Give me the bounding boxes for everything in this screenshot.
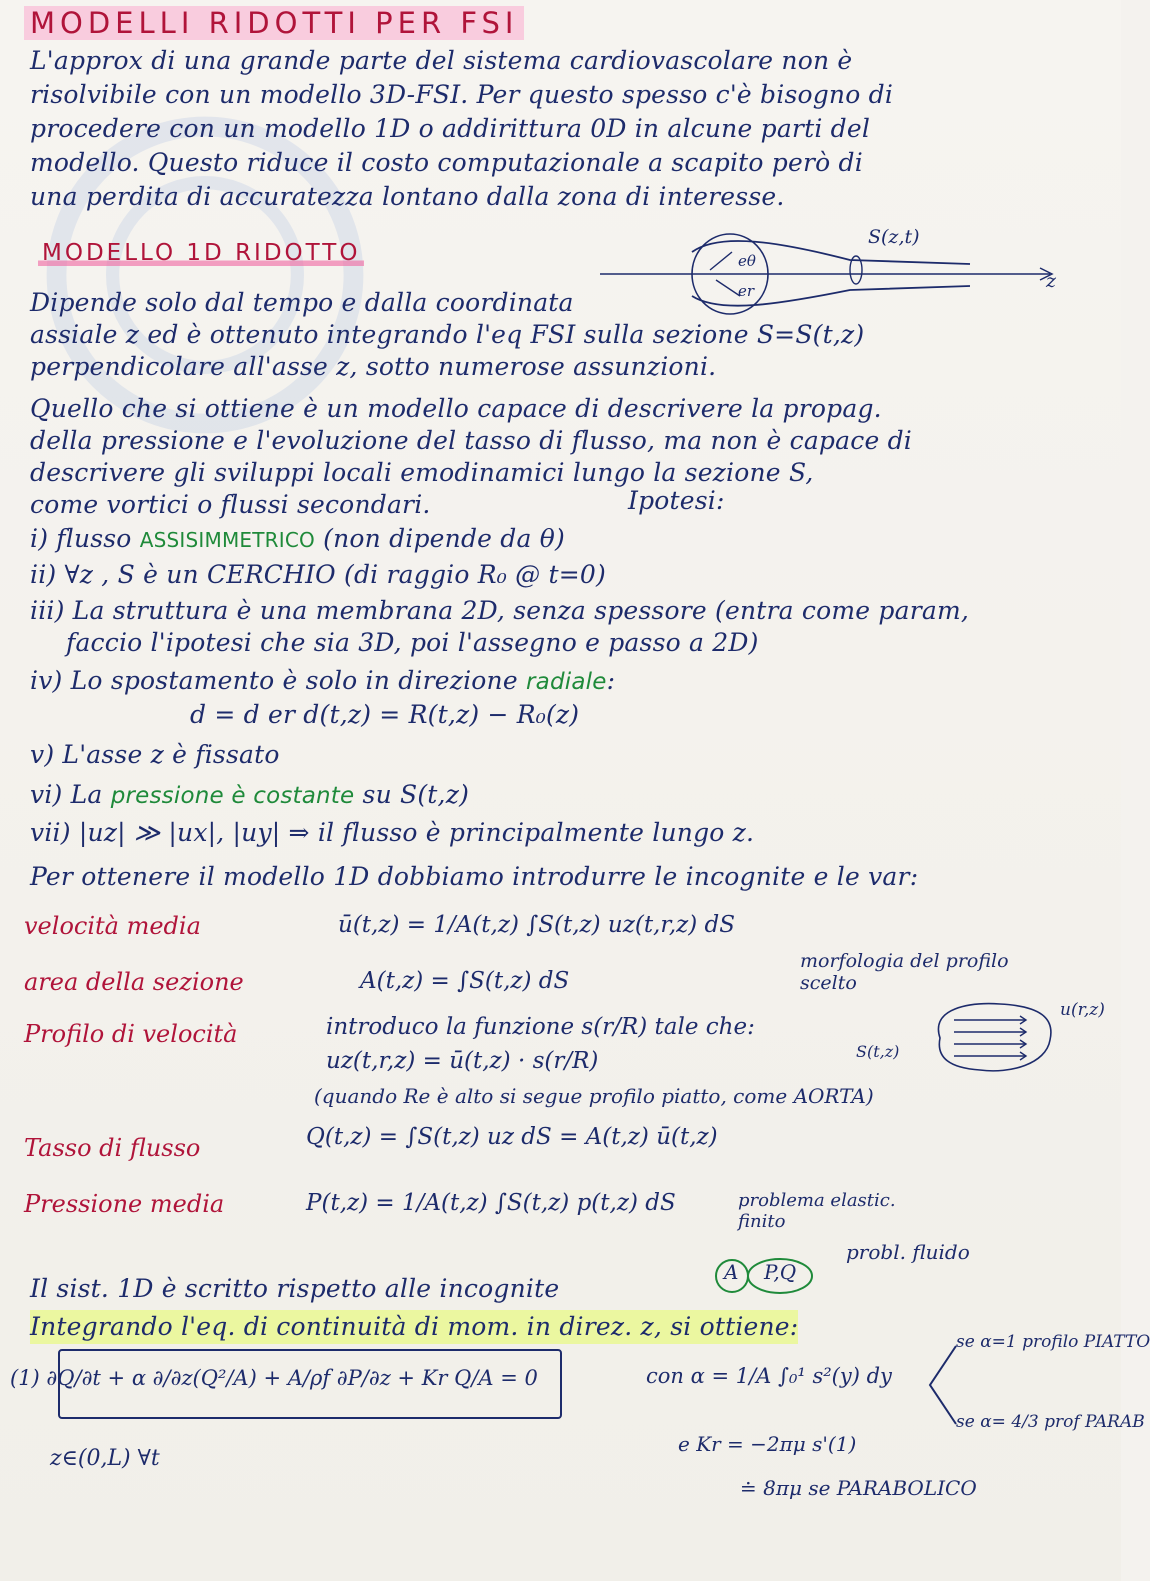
kr-definition: e Kr = −2πμ s'(1) [678, 1432, 857, 1456]
var-equation: A(t,z) = ∫S(t,z) dS [360, 968, 570, 994]
unknown-PQ: P,Q [764, 1260, 797, 1284]
sketch-label-theta: eθ [738, 252, 756, 270]
intro-line: procedere con un modello 1D o addirittura 0D in alcune parti del [30, 114, 871, 143]
var-equation: ū(t,z) = 1/A(t,z) ∫S(t,z) uz(t,r,z) dS [338, 912, 736, 938]
var-label: Profilo di velocità [24, 1020, 238, 1048]
profile-label-s: S(t,z) [856, 1042, 900, 1061]
var-equation: uz(t,r,z) = ū(t,z) · s(r/R) [326, 1048, 599, 1074]
elastic-problem-note: problema elastic. finito [738, 1190, 896, 1232]
var-equation: P(t,z) = 1/A(t,z) ∫S(t,z) p(t,z) dS [306, 1190, 676, 1216]
hypothesis-7: vii) |uz| ≫ |ux|, |uy| ⇒ il flusso è principalmente lungo z. [30, 818, 755, 847]
hypothesis-1: i) flusso ASSISIMMETRICO (non dipende da θ) [30, 524, 565, 553]
intro-line: risolvibile con un modello 3D-FSI. Per questo spesso c'è bisogno di [30, 80, 894, 109]
kr-parabolic-value: ≐ 8πμ se PARABOLICO [740, 1476, 977, 1500]
intro-line: una perdita di accuratezza lontano dalla zona di interesse. [30, 182, 785, 211]
var-note: (quando Re è alto si segue profilo piatto, come AORTA) [314, 1084, 874, 1108]
sketch-label-z: z [1046, 270, 1057, 292]
desc-line: della pressione e l'evoluzione del tasso di flusso, ma non è capace di [30, 426, 912, 455]
system-line: Il sist. 1D è scritto rispetto alle incognite [30, 1274, 560, 1303]
case-flat: se α=1 profilo PIATTO [956, 1332, 1150, 1352]
hypothesis-4-formula: d = d er d(t,z) = R(t,z) − R₀(z) [190, 700, 580, 729]
desc-line: Quello che si ottiene è un modello capace di descrivere la propag. [30, 394, 882, 423]
boxed-equation: (1) ∂Q/∂t + α ∂/∂z(Q²/A) + A/ρf ∂P/∂z + Kr Q/A = 0 [10, 1366, 538, 1390]
section-heading: MODELLO 1D RIDOTTO [38, 240, 364, 266]
var-label: velocità media [24, 912, 201, 940]
sketch-label-er: er [738, 282, 755, 300]
vessel-sketch [600, 222, 1070, 312]
page-title: MODELLI RIDOTTI PER FSI [24, 6, 524, 40]
cases-brace [922, 1340, 962, 1430]
alpha-definition: con α = 1/A ∫₀¹ s²(y) dy [646, 1364, 892, 1388]
intro-line: L'approx di una grande parte del sistema cardiovascolare non è [30, 46, 853, 75]
var-label: area della sezione [24, 968, 244, 996]
fluid-problem-note: probl. fluido [846, 1240, 970, 1264]
case-parabolic: se α= 4/3 prof PARAB [956, 1412, 1145, 1432]
var-label: Tasso di flusso [24, 1134, 201, 1162]
hypotheses-label: Ipotesi: [628, 486, 725, 515]
desc-line: assiale z ed è ottenuto integrando l'eq FSI sulla sezione S=S(t,z) [30, 320, 865, 349]
desc-line: Dipende solo dal tempo e dalla coordinata [30, 288, 574, 317]
domain-note: z∈(0,L) ∀t [50, 1446, 160, 1471]
var-equation: Q(t,z) = ∫S(t,z) uz dS = A(t,z) ū(t,z) [306, 1124, 718, 1150]
desc-line: perpendicolare all'asse z, sotto numerose assunzioni. [30, 352, 717, 381]
hypothesis-3-cont: faccio l'ipotesi che sia 3D, poi l'assegno e passo a 2D) [66, 628, 759, 657]
hypothesis-3: iii) La struttura è una membrana 2D, senza spessore (entra come param, [30, 596, 970, 625]
var-equation: introduco la funzione s(r/R) tale che: [326, 1014, 755, 1040]
morphology-note: morfologia del profilo scelto [800, 950, 1009, 994]
flat-profile-sketch [930, 998, 1060, 1078]
hypothesis-5: v) L'asse z è fissato [30, 740, 280, 769]
hypothesis-2: ii) ∀z , S è un CERCHIO (di raggio R₀ @ t=0) [30, 560, 606, 589]
unknown-A: A [724, 1260, 739, 1284]
unknowns-intro: Per ottenere il modello 1D dobbiamo introdurre le incognite e le var: [30, 862, 919, 891]
desc-line: descrivere gli sviluppi locali emodinamici lungo la sezione S, [30, 458, 814, 487]
desc-line: come vortici o flussi secondari. [30, 490, 431, 519]
system-line: Integrando l'eq. di continuità di mom. in direz. z, si ottiene: [30, 1310, 798, 1344]
intro-line: modello. Questo riduce il costo computazionale a scapito però di [30, 148, 863, 177]
hypothesis-4: iv) Lo spostamento è solo in direzione radiale: [30, 666, 616, 695]
hypothesis-6: vi) La pressione è costante su S(t,z) [30, 780, 470, 809]
var-label: Pressione media [24, 1190, 225, 1218]
profile-label-u: u(r,z) [1060, 1000, 1105, 1020]
sketch-label-s: S(z,t) [868, 226, 920, 248]
